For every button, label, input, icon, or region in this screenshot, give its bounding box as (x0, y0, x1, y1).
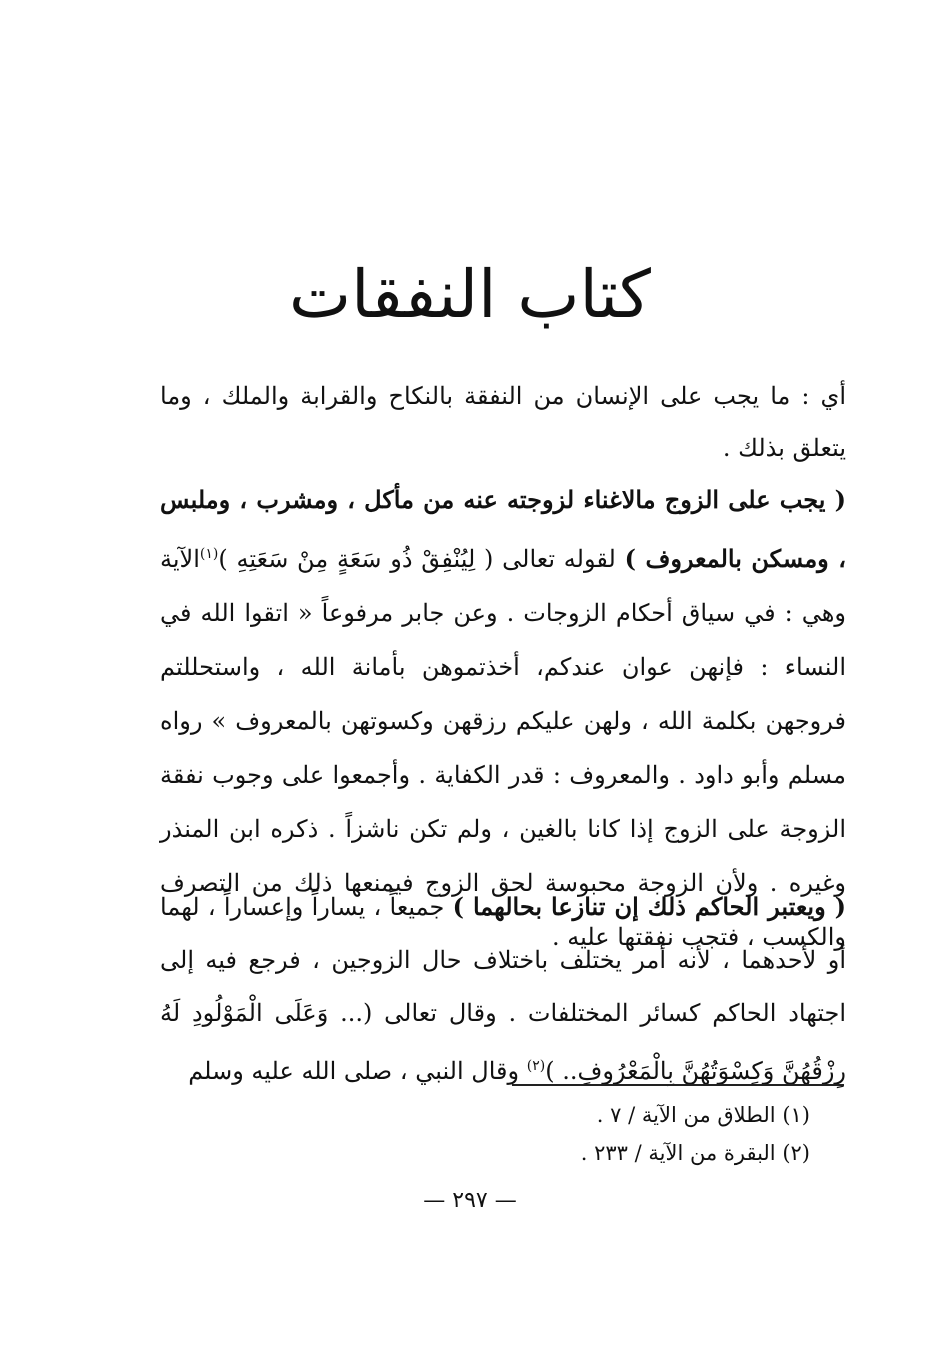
footnote-1: (١) الطلاق من الآية / ٧ . (596, 1103, 810, 1127)
page-number: — ٢٩٧ — (423, 1188, 517, 1213)
paragraph-1-matn: ( يجب على الزوج مالاغناء لزوجته عنه من مأكل ، ومشرب ، وملبس ، ومسكن بالمعروف ) (160, 485, 847, 573)
footnote-divider (512, 1084, 844, 1086)
intro-paragraph (160, 370, 846, 474)
paragraph-2-text-b: وقال النبي ، صلى الله عليه وسلم (188, 1057, 527, 1085)
chapter-title: كتاب النفقات (289, 256, 651, 333)
footnote-2: (٢) البقرة من الآية / ٢٣٣ . (580, 1141, 810, 1165)
paragraph-2 (160, 880, 846, 1098)
footnotes (400, 1096, 810, 1172)
paragraph-2-text-a: جميعاً ، يساراً وإعساراً ، لهما أو لأحدهما ، لأنه أمر يختلف باختلاف حال الزوجين ، فرجع فيه إلى اجتهاد الحاكم كسائر المختلفات . وقال تعالى (... وَعَلَى الْمَوْلُودِ لَهُ رِزْقُهُنَّ وَكِسْوَتُهُنَّ بِالْمَعْرُوفِ.. ) (160, 893, 846, 1085)
paragraph-1-text-b: الآية وهي : في سياق أحكام الزوجات . وعن جابر مرفوعاً « اتقوا الله في النساء : فإنهن عوان عندكم، أخذتموهن بأمانة الله ، واستحللتم فروجهن بكلمة الله ، ولهن عليكم رزقهن وكسوتهن بالمعروف » رواه مسلم وأبو داود . والمعروف : قدر الكفاية . وأجمعوا على وجوب نفقة الزوجة على الزوج إذا كانا بالغين ، ولم تكن ناشزاً . ذكره ابن المنذر وغيره . ولأن الزوجة محبوسة لحق الزوج فيمنعها ذلك من التصرف والكسب ، فتجب نفقتها عليه . (160, 545, 846, 951)
paragraph-2-matn: ( ويعتبر الحاكم ذلك إن تنازعا بحالهما ) (452, 892, 846, 921)
footnote-ref-1[interactable]: (١) (199, 546, 219, 562)
paragraph-1-text-a: لقوله تعالى ( لِيُنْفِقْ ذُو سَعَةٍ مِنْ سَعَتِهِ ) (218, 545, 625, 573)
intro-text: أي : ما يجب على الإنسان من النفقة بالنكاح والقرابة والملك ، وما يتعلق بذلك . (160, 382, 846, 462)
footnote-ref-2[interactable]: (٢) (526, 1058, 546, 1074)
